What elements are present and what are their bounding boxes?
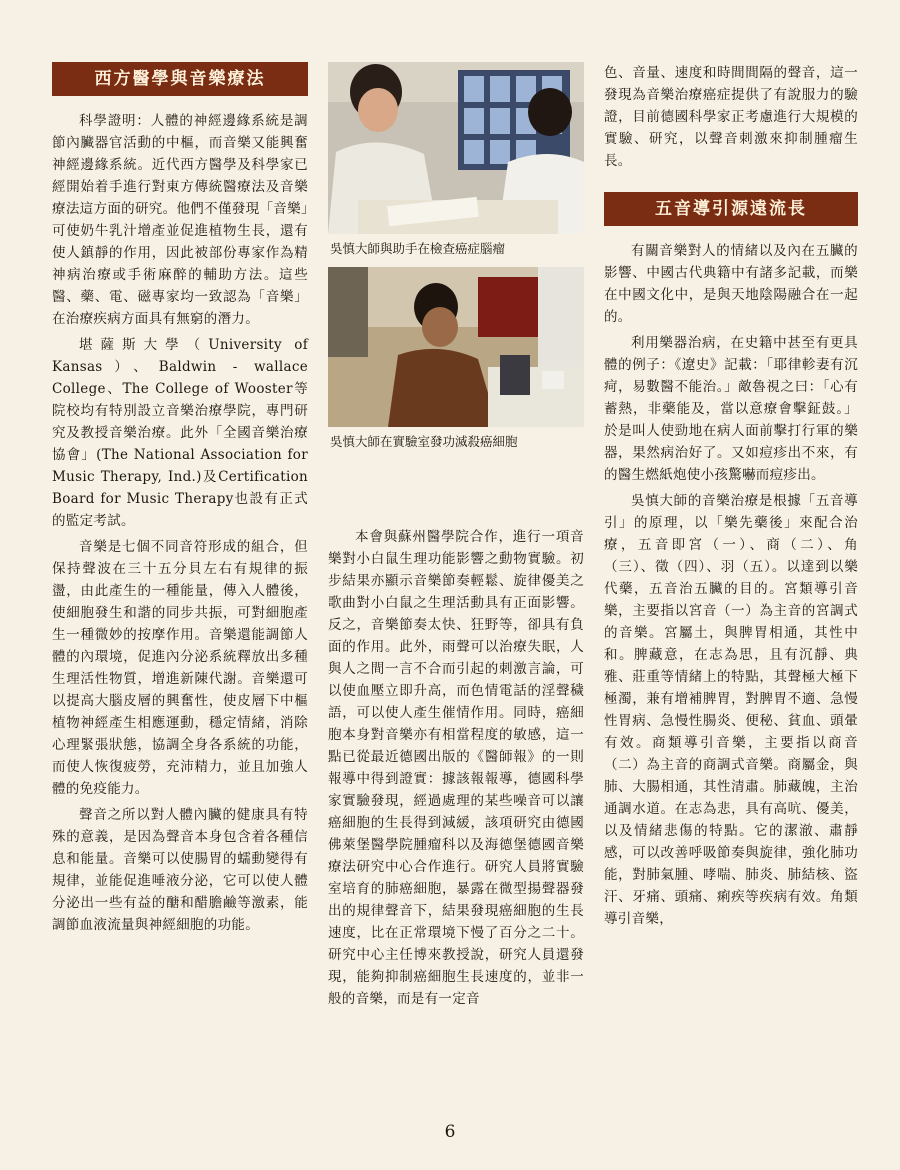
paragraph: 聲音之所以對人體內臟的健康具有特殊的意義，是因為聲音本身包含着各種信息和能量。音樂可以使腸胃的蠕動變得有規律，並能促進唾液分泌，它可以使人體分泌出一些有益的醣和醋膽鹼等激素，能調節血液流量與神經細胞的功能。: [52, 807, 308, 933]
photo-caption: 吳慎大師與助手在檢查癌症腦瘤: [330, 241, 506, 256]
column-middle: [328, 62, 584, 1014]
spacer: [328, 460, 584, 526]
paragraph: 本會與蘇州醫學院合作，進行一項音樂對小白鼠生理功能影響之動物實驗。初步結果亦顯示音樂節奏輕鬆、旋律優美之歌曲對小白鼠之生理活動具有正面影響。反之，音樂節奏太快、狂野等，卻具有負面的作用。此外，雨聲可以治療失眠，人與人之間一言不合而引起的刺激言論，可以使血壓立即升高，而色情電話的淫聲穢語，可以使人產生催情作用。同時，癌細胞本身對音樂亦有相當程度的敏感，這一點已從最近德國出版的《醫師報》的一則報導中得到證實：據該報報導，德國科學家實驗發現，經過處理的某些噪音可以讓癌細胞的生長得到減緩，該項研究由德國佛萊堡醫學院腫瘤科以及海德堡德國音樂療法研究中心合作進行。研究人員將實驗室培育的肺癌細胞，暴露在微型揚聲器發出的規律聲音下，結果發現癌細胞的生長速度，比在正常環境下慢了百分之二十。研究中心主任博來教授說，研究人員還發現，能夠抑制癌細胞生長速度的，並非一般的音樂，而是有一定音: [328, 529, 584, 1007]
photo-caption: 吳慎大師在實驗室發功滅殺癌細胞: [330, 434, 518, 449]
photo-laboratory: [328, 267, 584, 427]
paragraph: 利用樂器治病，在史籍中甚至有更具體的例子：《遼史》記載：「耶律軫妻有沉疴，易數醫不能治。」敵魯視之曰：「心有蓄熱，非藥能及，當以意療會擊鉦鼓。」於是叫人使勁地在病人面前擊打行軍的樂器，果然病治好了。又如痘疹出不來，有的醫生燃紙炮使小孩驚嚇而痘疹出。: [604, 335, 858, 483]
paragraph: 吳慎大師的音樂治療是根據「五音導引」的原理，以「樂先藥後」來配合治療，五音即宮（一）、商（二）、角（三）、徵（四）、羽（五）。以達到以樂代藥，五音治五臟的目的。宮類導引音樂，主要指以宮音（一）為主音的宮調式的音樂。宮屬土，與脾胃相通，其性中和。脾藏意，在志為思，且有沉靜、典雅、莊重等情緒上的特點，其聲極大極下極濁，兼有增補脾胃，對脾胃不適、急慢性胃病、急慢性腸炎、便秘、貧血、頭暈有效。商類導引音樂，主要指以商音（二）為主音的商調式音樂。商屬金，與肺、大腸相通，其性清肅。肺藏魄，主治通調水道。在志為悲，具有高吭、優美，以及情緒悲傷的特點。它的潔澈、肅靜感，可以改善呼吸節奏與旋律，強化肺功能，對肺氣腫、哮喘、肺炎、肺結核、盜汗、牙痛、頭痛、痢疾等疾病有效。角類導引音樂，: [604, 493, 858, 927]
spacer: [604, 176, 858, 192]
column-right: [604, 62, 858, 934]
paragraph: 堪薩斯大學（University of Kansas）、Baldwin - wallace College、The College of Wooster等院校均有特別設立音樂治療學院，專門研究及教授音樂治療。此外「全國音樂治療協會」(The National Association for Music Therapy, Ind.)及Certification Board for Music Therapy也設有正式的監定考試。: [52, 337, 308, 529]
page-number: 6: [444, 1122, 456, 1142]
paragraph: 有關音樂對人的情緒以及內在五臟的影響、中國古代典籍中有諸多記載，而樂在中國文化中，是與天地陰陽融合在一起的。: [604, 243, 858, 325]
section-heading-five-tones: 五音導引源遠流長: [604, 192, 858, 226]
photo-examining-scans: [328, 62, 584, 234]
section-heading-west: 西方醫學與音樂療法: [52, 62, 308, 96]
column-left: [52, 62, 308, 940]
paragraph: 音樂是七個不同音符形成的組合，但保持聲波在三十五分貝左右有規律的振盪，由此產生的一種能量，傳入人體後，使細胞發生和諧的同步共振，可對細胞產生一種微妙的按摩作用。音樂還能調節人體的內環境，促進內分泌系統釋放出多種生理活性物質，增進新陳代謝。音樂還可以提高大腦皮層的興奮性，使皮層下中樞植物神經產生相應運動，穩定情緒，消除心理緊張狀態，協調全身各系統的功能，而使人恢復疲勞，充沛精力，並且加強人體的免疫能力。: [52, 539, 308, 797]
paragraph-continuation: 色、音量、速度和時間間隔的聲音，這一發現為音樂治療癌症提供了有說服力的驗證，目前德國科學家正考慮進行大規模的實驗、研究，以聲音刺激來抑制腫瘤生長。: [604, 65, 858, 169]
paragraph: 科學證明：人體的神經邊緣系統是調節內臟器官活動的中樞，而音樂又能興奮神經邊緣系統。近代西方醫學及科學家已經開始着手進行對東方傳統醫療法及音樂療法這方面的研究。他們不僅發現「音樂」可使奶牛乳汁增產並促進植物生長，還有使人鎮靜的作用，因此被部份專家作為精神病治療或手術麻醉的輔助方法。這些醫、藥、電、磁專家均一致認為「音樂」在治療疾病方面具有無窮的潛力。: [52, 113, 308, 327]
